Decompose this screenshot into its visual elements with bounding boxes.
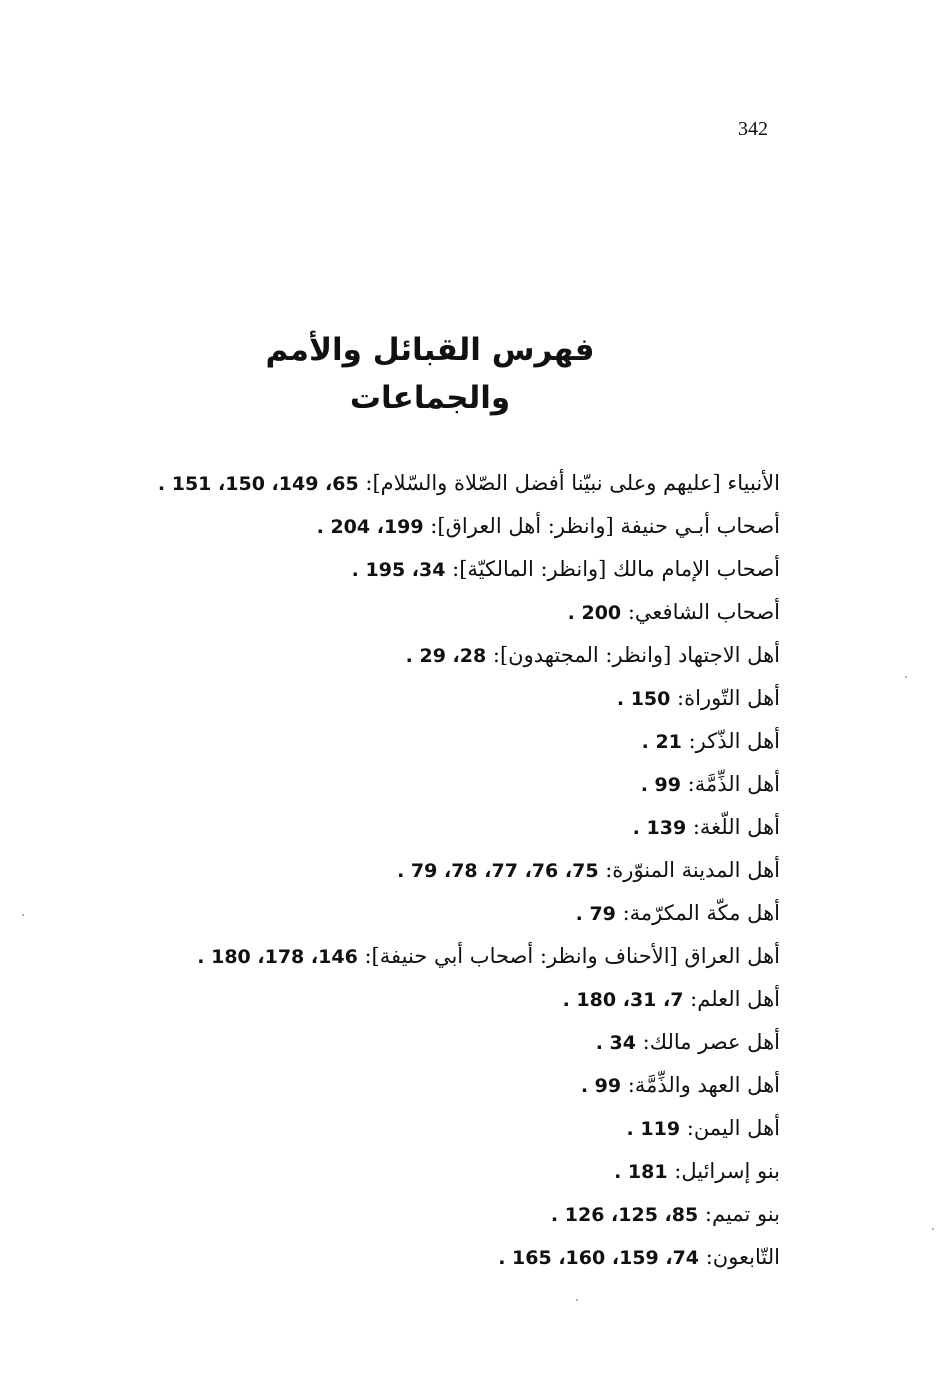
index-entry [100,1236,780,1279]
entry-term: أهل المدينة المنوّرة: [598,858,780,882]
scan-speck [905,676,907,678]
index-entry [100,978,780,1021]
entry-pages: 65، 149، 150، 151 . [157,473,359,495]
entry-term: أهل العراق [الأحناف وانظر: أصحاب أبي حنيفة]: [357,944,780,968]
index-entry [100,505,780,548]
entry-pages: 34، 195 . [351,559,446,581]
entry-term: التّابعون: [699,1245,780,1269]
scan-speck [576,1299,578,1301]
entry-pages: 28، 29 . [405,645,487,667]
entry-term: أهل العهد والذِّمَّة: [621,1073,780,1097]
scan-speck [932,1228,934,1230]
entry-pages: 85، 125، 126 . [550,1204,699,1226]
page-number: 342 [738,118,768,140]
index-entry [100,892,780,935]
entry-pages: 199، 204 . [316,516,424,538]
index-list [100,462,780,1279]
entry-term: أهل اللّغة: [686,815,780,839]
index-entry [100,849,780,892]
entry-pages: 146، 178، 180 . [197,946,358,968]
page-title: فهرس القبائل والأمم والجماعات [265,332,595,416]
entry-term: أهل العلم: [683,987,780,1011]
index-entry [100,1150,780,1193]
entry-pages: 79 . [575,903,616,925]
entry-pages: 75، 76، 77، 78، 79 . [397,860,599,882]
entry-pages: 181 . [614,1161,668,1183]
entry-term: أصحاب أبـي حنيفة [وانظر: أهل العراق]: [423,514,780,538]
index-entry [100,548,780,591]
entry-term: أصحاب الإمام مالك [وانظر: المالكيّة]: [445,557,780,581]
index-entry [100,1193,780,1236]
entry-term: أهل عصر مالك: [636,1030,780,1054]
entry-term: أهل التّوراة: [670,686,780,710]
entry-term: أصحاب الشافعي: [621,600,780,624]
entry-pages: 119 . [626,1118,681,1140]
entry-term: أهل الذِّمَّة: [680,772,780,796]
index-entry [100,462,780,505]
entry-pages: 139 . [632,817,687,839]
index-entry [100,935,780,978]
entry-term: الأنبياء [عليهم وعلى نبيّنا أفضل الصّلاة والسّلام]: [358,471,780,495]
entry-pages: 200 . [567,602,622,624]
index-entry [100,1021,780,1064]
index-entry [100,763,780,806]
entry-term: أهل اليمن: [680,1116,780,1140]
index-entry [100,677,780,720]
entry-pages: 99 . [580,1075,622,1097]
entry-term: بنو إسرائيل: [667,1159,780,1183]
entry-term: بنو تميم: [698,1202,780,1226]
entry-term: أهل الاجتهاد [وانظر: المجتهدون]: [486,643,780,667]
entry-pages: 34 . [595,1032,636,1054]
index-entry [100,806,780,849]
index-entry [100,634,780,677]
entry-term: أهل مكّة المكرّمة: [615,901,780,925]
entry-pages: 74، 159، 160، 165 . [498,1247,700,1269]
entry-pages: 150 . [616,688,671,710]
index-entry [100,591,780,634]
scan-speck [22,914,24,916]
entry-pages: 21 . [641,731,682,753]
entry-term: أهل الذّكر: [681,729,780,753]
index-entry [100,720,780,763]
index-entry [100,1107,780,1150]
entry-pages: 7، 31، 180 . [562,989,684,1011]
entry-pages: 99 . [640,774,681,796]
index-entry [100,1064,780,1107]
